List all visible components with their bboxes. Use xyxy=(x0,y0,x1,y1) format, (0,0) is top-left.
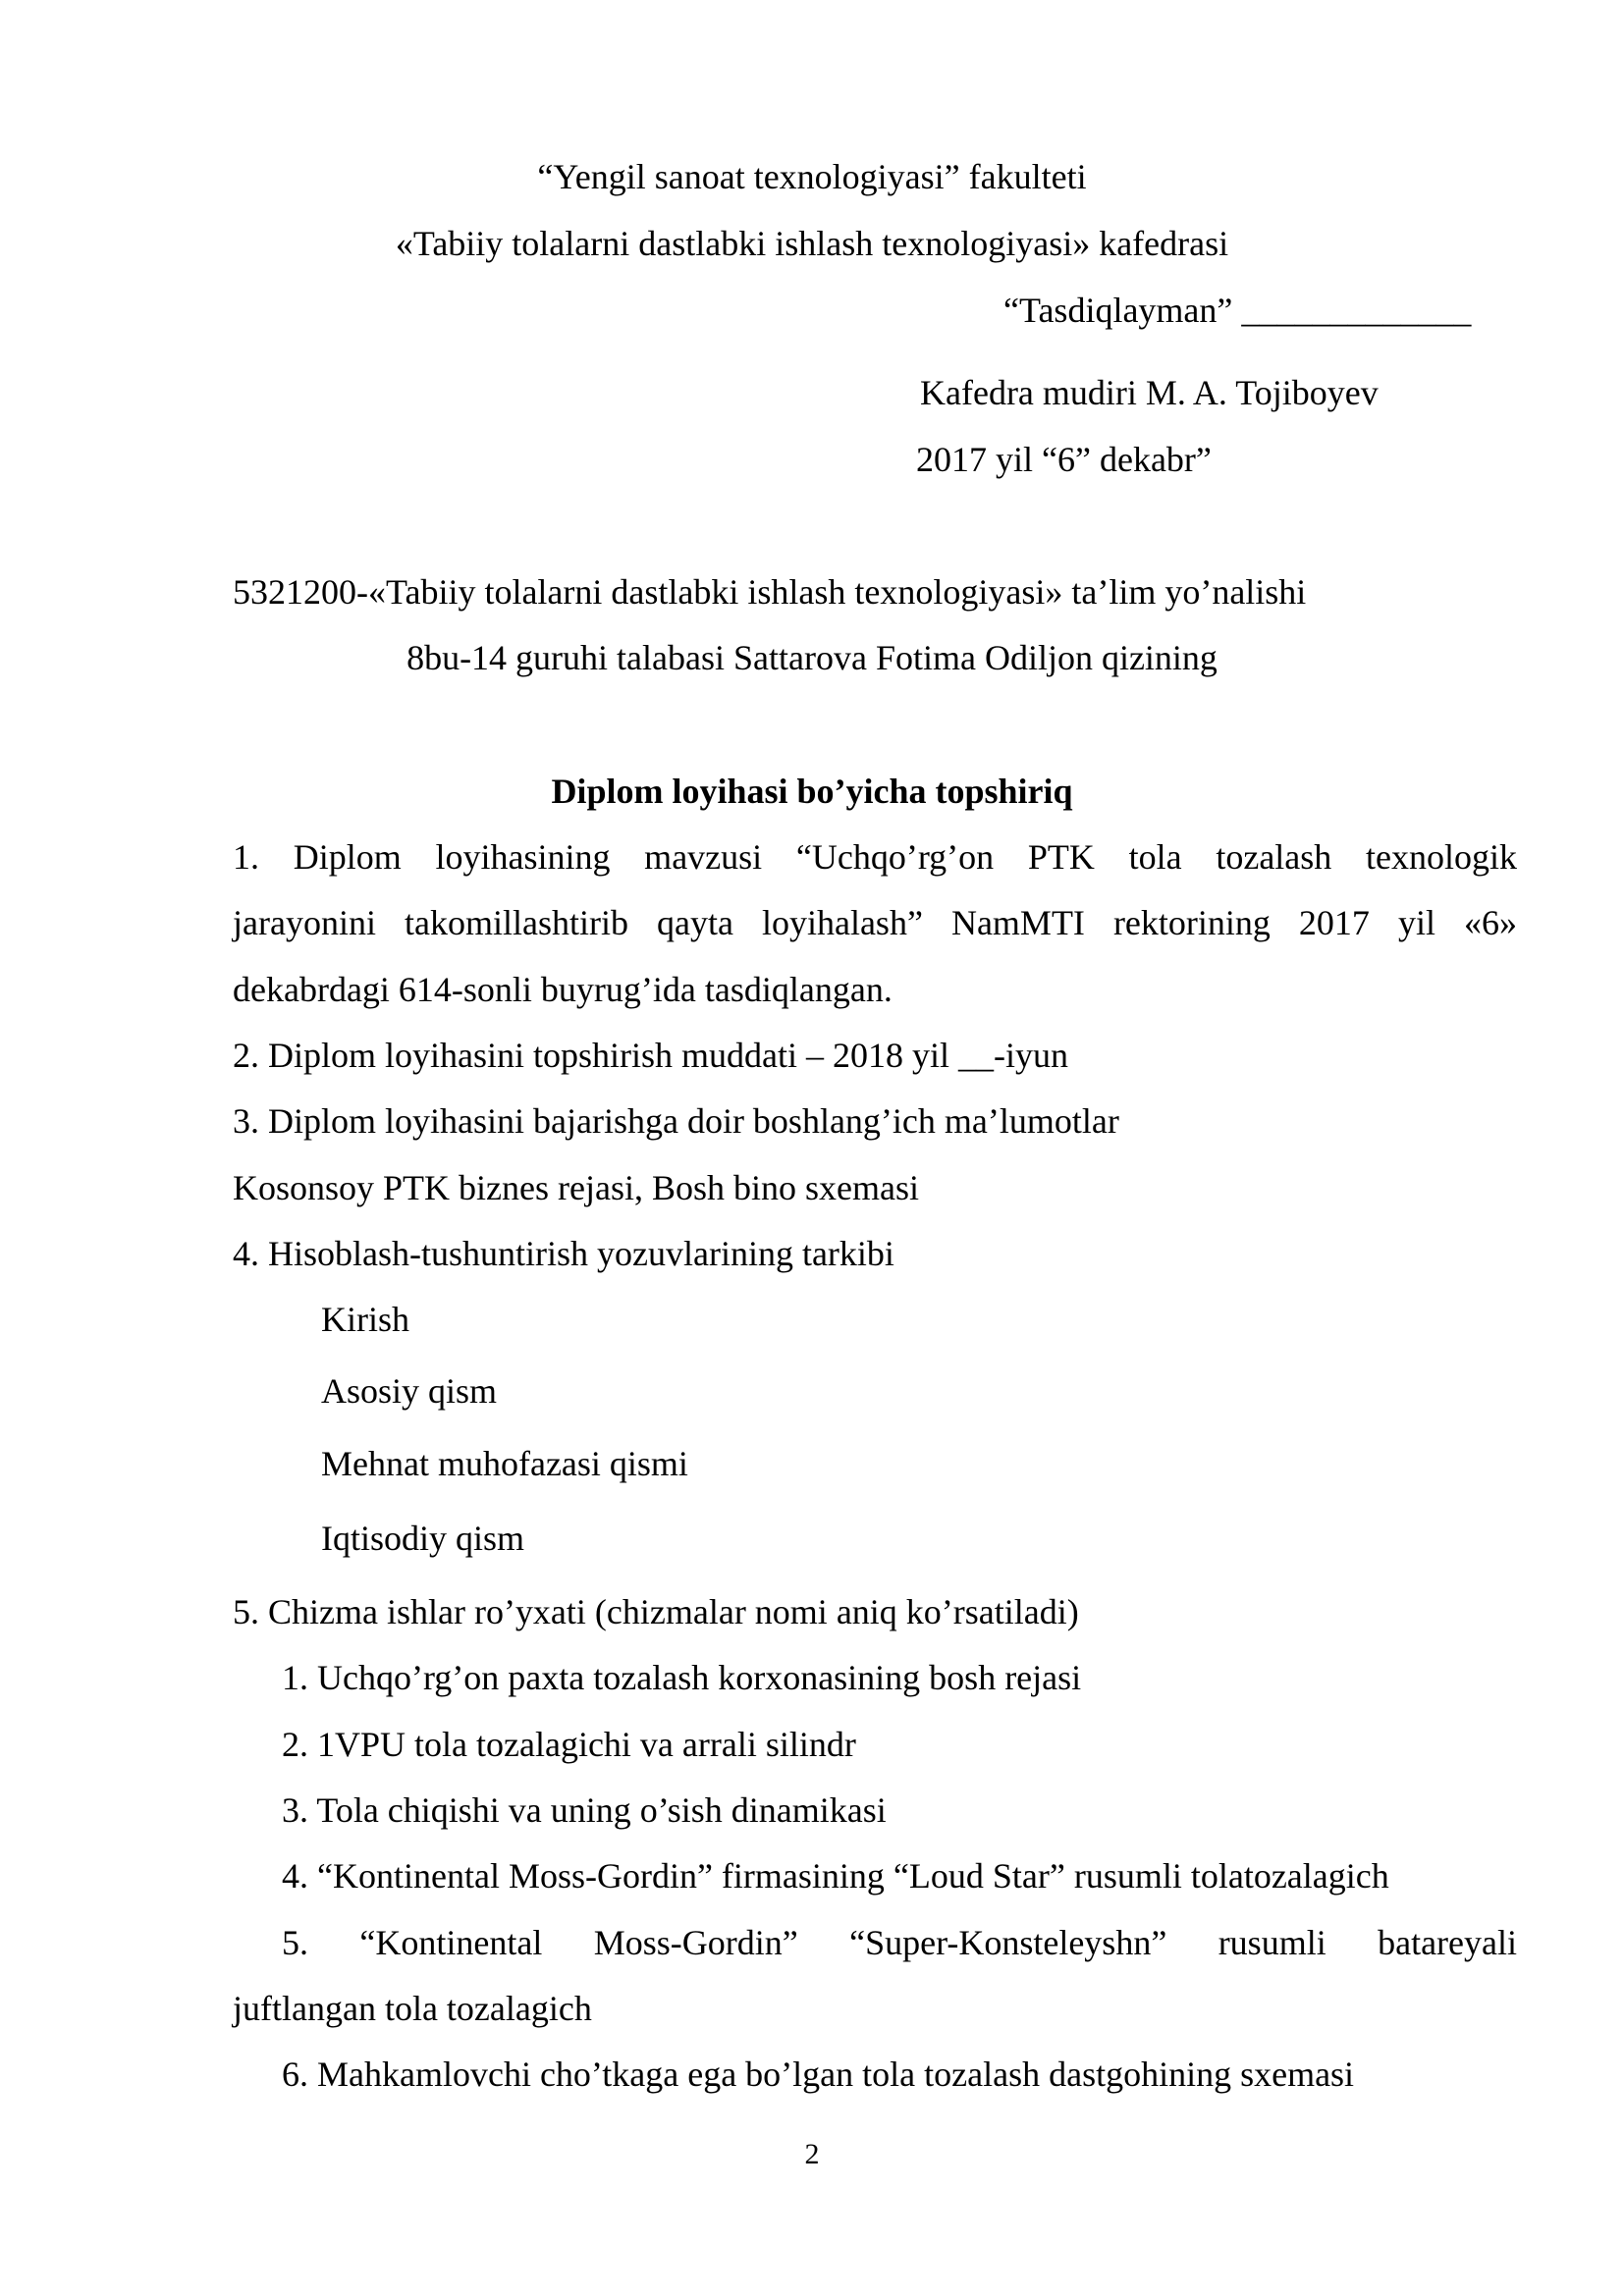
department-heading: «Tabiiy tolalarni dastlabki ishlash texnologiyasi» kafedrasi xyxy=(395,224,1229,263)
drawing-item: 5. “Kontinental Moss-Gordin” “Super-Konsteleyshn” rusumli batareyali xyxy=(282,1923,1517,1962)
part-item: Asosiy qism xyxy=(321,1371,498,1411)
item-2: 2. Diplom loyihasini topshirish muddati – 2018 yil __-iyun xyxy=(233,1036,1068,1075)
drawing-item: 2. 1VPU tola tozalagichi va arrali silindr xyxy=(282,1725,856,1764)
part-item: Mehnat muhofazasi qismi xyxy=(321,1444,688,1483)
drawing-item: 6. Mahkamlovchi cho’tkaga ega bo’lgan tola tozalash dastgohining sxemasi xyxy=(282,2055,1355,2094)
part-item: Iqtisodiy qism xyxy=(321,1519,525,1558)
faculty-heading: “Yengil sanoat texnologiyasi” fakulteti xyxy=(537,157,1087,196)
approval-date: 2017 yil “6” dekabr” xyxy=(916,440,1212,479)
drawing-item: 3. Tola chiqishi va uning o’sish dinamikasi xyxy=(282,1790,887,1830)
item-5: 5. Chizma ishlar ro’yxati (chizmalar nomi aniq ko’rsatiladi) xyxy=(233,1592,1079,1631)
drawing-item-continuation: juftlangan tola tozalagich xyxy=(233,1989,592,2028)
drawing-item: 4. “Kontinental Moss-Gordin” firmasining “Loud Star” rusumli tolatozalagich xyxy=(282,1856,1389,1896)
item-1-line-3: dekabrdagi 614-sonli buyrug’ida tasdiqlangan. xyxy=(233,970,893,1009)
item-1-line-2: jarayonini takomillashtirib qayta loyihalash” NamMTI rektorining 2017 yil «6» xyxy=(233,903,1517,942)
document-title: Diplom loyihasi bo’yicha topshiriq xyxy=(551,772,1073,811)
part-item: Kirish xyxy=(321,1300,409,1339)
student-group: 8bu-14 guruhi talabasi Sattarova Fotima Odiljon qizining xyxy=(406,638,1218,677)
approval-label: “Tasdiqlayman” _____________ xyxy=(1003,291,1472,330)
item-1-line-1: 1. Diplom loyihasining mavzusi “Uchqo’rg’on PTK tola tozalash texnologik xyxy=(233,837,1517,877)
drawing-item: 1. Uchqo’rg’on paxta tozalash korxonasining bosh rejasi xyxy=(282,1658,1082,1697)
item-3-value: Kosonsoy PTK biznes rejasi, Bosh bino sxemasi xyxy=(233,1168,919,1207)
page-number: 2 xyxy=(804,2138,820,2170)
department-head: Kafedra mudiri M. A. Tojiboyev xyxy=(920,373,1379,412)
item-3: 3. Diplom loyihasini bajarishga doir boshlang’ich ma’lumotlar xyxy=(233,1101,1119,1141)
study-direction: 5321200-«Tabiiy tolalarni dastlabki ishlash texnologiyasi» ta’lim yo’nalishi xyxy=(233,572,1307,612)
item-4: 4. Hisoblash-tushuntirish yozuvlarining tarkibi xyxy=(233,1234,894,1273)
